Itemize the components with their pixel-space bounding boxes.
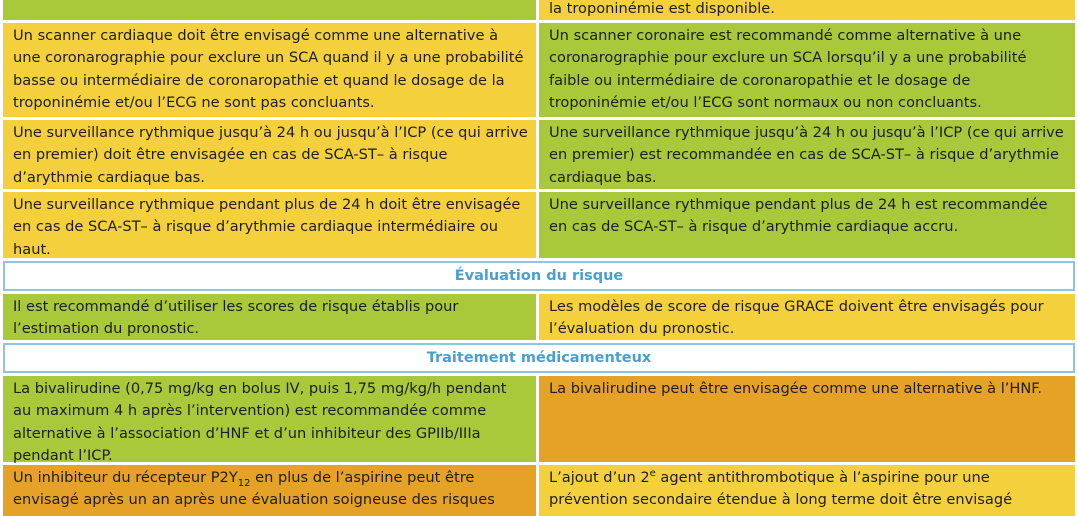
table-row — [0, 120, 1078, 189]
table-cell-right: Les modèles de score de risque GRACE doivent être envisagés pour l’évaluation du pronostic. — [539, 294, 1075, 340]
table-cell-right — [539, 465, 1075, 516]
table-cell-left: Il est recommandé d’utiliser les scores de risque établis pour l’estimation du pronostic. — [3, 294, 536, 340]
cell-text-end: en plus de l’aspirine peut être envisagé après un an après une évaluation soigneuse des risques — [13, 469, 495, 509]
table-row — [0, 192, 1078, 258]
subscript: 12 — [237, 477, 251, 489]
table-cell-right: Une surveillance rythmique pendant plus de 24 h est recommandée en cas de SCA-ST– à risque d’arythmie cardiaque accru. — [539, 192, 1075, 258]
table-row — [0, 294, 1078, 340]
table-cell-left — [3, 465, 536, 516]
table-row — [0, 376, 1078, 465]
section-header-risk-evaluation: Évaluation du risque — [3, 261, 1075, 291]
section-header-row — [0, 343, 1078, 373]
cell-text-start: Un inhibiteur du récepteur P2Y — [13, 469, 238, 486]
table-row — [0, 0, 1078, 20]
superscript: e — [649, 468, 656, 480]
section-header-drug-treatment: Traitement médicamenteux — [3, 343, 1075, 373]
table-cell-right: Un scanner coronaire est recommandé comme alternative à une coronarographie pour exclure un SCA lorsqu’il y a une probabilité faible ou intermédiaire de coronaropathie et le dosage de troponinémie et/ou l’ECG sont normaux ou non concluants. — [539, 23, 1075, 117]
table-row — [0, 23, 1078, 117]
table-cell-right: Une surveillance rythmique jusqu’à 24 h ou jusqu’à l’ICP (ce qui arrive en premier) est recommandée en cas de SCA-ST– à risque d’arythmie cardiaque bas. — [539, 120, 1075, 189]
cell-text-start: L’ajout d’un 2 — [549, 469, 650, 486]
table-cell-left — [3, 0, 536, 20]
table-cell-right: la troponinémie est disponible. — [539, 0, 1075, 20]
cell-text-end: agent antithrombotique à l’aspirine pour une prévention secondaire étendue à long terme doit être envisagé — [549, 469, 1013, 509]
table-cell-left: Une surveillance rythmique pendant plus de 24 h doit être envisagée en cas de SCA-ST– à risque d’arythmie cardiaque intermédiaire ou haut. — [3, 192, 536, 258]
table-cell-left: Un scanner cardiaque doit être envisagé comme une alternative à une coronarographie pour exclure un SCA quand il y a une probabilité basse ou intermédiaire de coronaropathie et quand le dosage de la troponinémie et/ou l’ECG ne sont pas concluants. — [3, 23, 536, 117]
table-cell-left: La bivalirudine (0,75 mg/kg en bolus IV, puis 1,75 mg/kg/h pendant au maximum 4 h après l’intervention) est recommandée comme alternative à l’association d’HNF et d’un inhibiteur des GPIIb/IIIa pendant l’ICP. — [3, 376, 536, 462]
table-cell-right: La bivalirudine peut être envisagée comme une alternative à l’HNF. — [539, 376, 1075, 462]
section-header-row — [0, 261, 1078, 291]
table-row — [0, 465, 1078, 516]
table-cell-left: Une surveillance rythmique jusqu’à 24 h ou jusqu’à l’ICP (ce qui arrive en premier) doit être envisagée en cas de SCA-ST– à risque d’arythmie cardiaque bas. — [3, 120, 536, 189]
